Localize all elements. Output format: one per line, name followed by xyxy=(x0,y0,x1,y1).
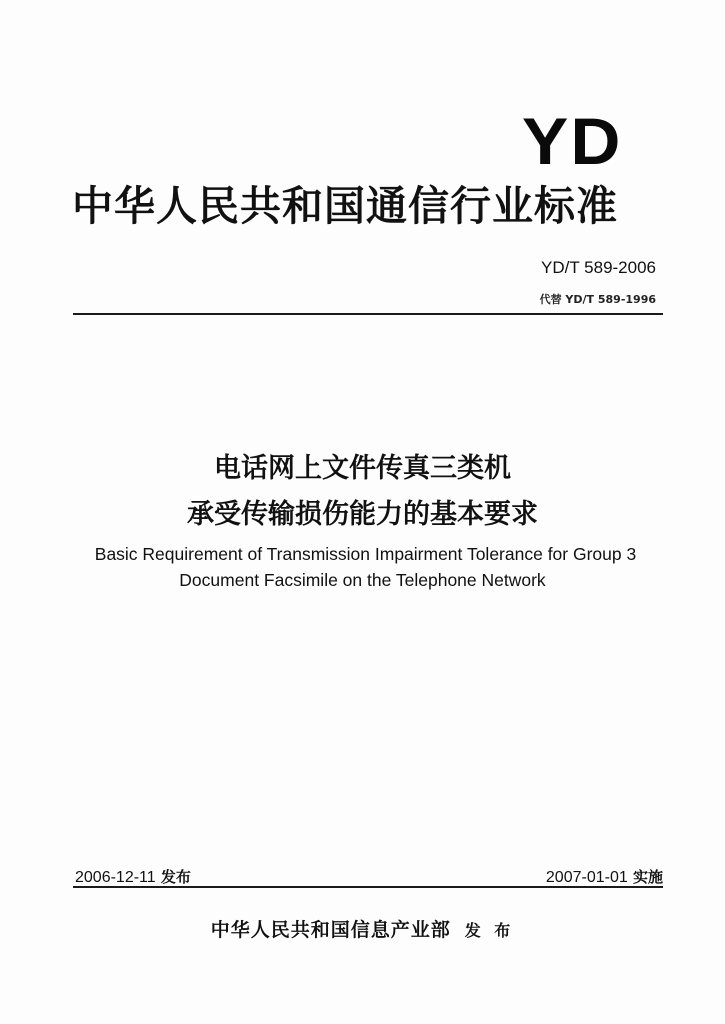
effective-date-label: 实施 xyxy=(632,868,663,886)
publisher-action: 发 布 xyxy=(464,921,515,940)
chinese-title-line-2: 承受传输损伤能力的基本要求 xyxy=(187,499,538,530)
chinese-title-line-1: 电话网上文件传真三类机 xyxy=(214,453,511,484)
issue-date xyxy=(75,866,191,887)
issue-date-label: 发布 xyxy=(160,868,191,886)
footer-divider xyxy=(73,886,663,888)
header-divider xyxy=(73,313,663,315)
english-title-line-2: Document Facsimile on the Telephone Network xyxy=(179,570,546,590)
publisher xyxy=(0,915,725,942)
yd-logo: YD xyxy=(522,104,623,178)
english-title-line-1: Basic Requirement of Transmission Impairment Tolerance for Group 3 xyxy=(94,544,637,564)
publisher-name: 中华人民共和国信息产业部 xyxy=(210,919,451,941)
standard-category: 中华人民共和国通信行业标准 xyxy=(72,182,618,230)
issue-date-value: 2006-12-11 xyxy=(75,869,156,886)
effective-date-value: 2007-01-01 xyxy=(545,869,628,886)
replaces-standard: 代替 YD/T 589-1996 xyxy=(539,293,656,306)
standard-number: YD/T 589-2006 xyxy=(541,258,656,277)
effective-date xyxy=(546,866,663,887)
